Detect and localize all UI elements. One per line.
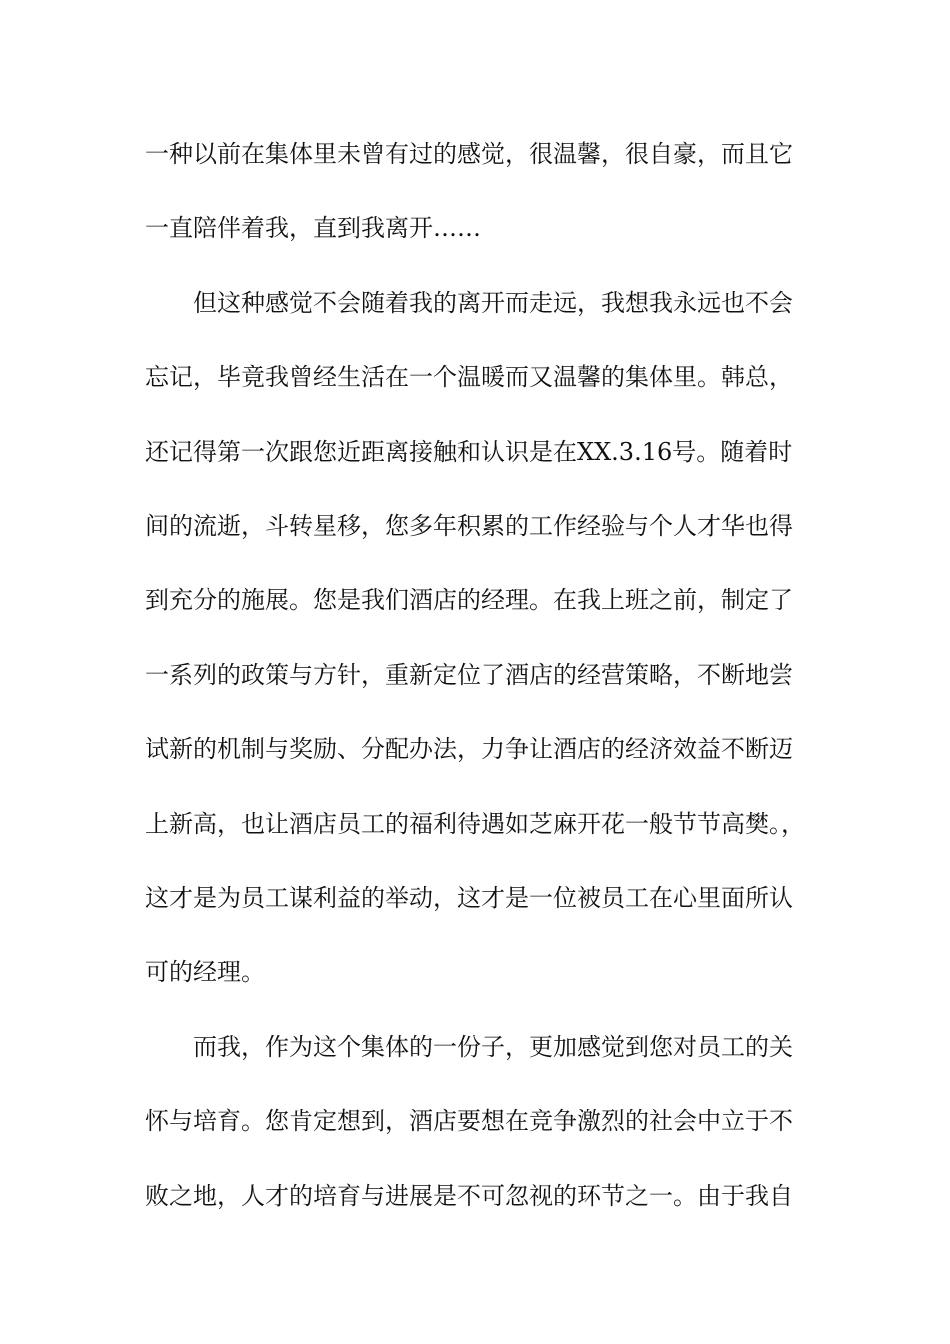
paragraph-line: 一直陪伴着我，直到我离开…… xyxy=(145,214,481,242)
paragraph-line: 间的流逝，斗转星移，您多年积累的工作经验与个人才华也得 xyxy=(145,512,793,540)
paragraph-line: 一系列的政策与方针，重新定位了酒店的经营策略，不断地尝 xyxy=(145,661,793,689)
paragraph-line: 败之地，人才的培育与进展是不可忽视的环节之一。由于我自 xyxy=(145,1182,793,1210)
paragraph-line: 还记得第一次跟您近距离接触和认识是在XX.3.16号。随着时 xyxy=(145,438,793,466)
paragraph-line: 试新的机制与奖励、分配办法，力争让酒店的经济效益不断迈 xyxy=(145,735,793,763)
paragraph-line: 忘记，毕竟我曾经生活在一个温暖而又温馨的集体里。韩总， xyxy=(145,363,793,391)
paragraph-line: 可的经理。 xyxy=(145,958,265,986)
paragraph-line: 到充分的施展。您是我们酒店的经理。在我上班之前，制定了 xyxy=(145,586,793,614)
paragraph-first-line: 而我，作为这个集体的一份子，更加感觉到您对员工的关 xyxy=(193,1033,793,1061)
paragraph-line: 这才是为员工谋利益的举动，这才是一位被员工在心里面所认 xyxy=(145,884,793,912)
paragraph-first-line: 但这种感觉不会随着我的离开而走远，我想我永远也不会 xyxy=(193,289,793,317)
paragraph-line: 上新高，也让酒店员工的福利待遇如芝麻开花一般节节高樊。， xyxy=(145,810,805,838)
paragraph-line: 怀与培育。您肯定想到，酒店要想在竞争激烈的社会中立于不 xyxy=(145,1107,793,1135)
paragraph-line: 一种以前在集体里未曾有过的感觉，很温馨，很自豪，而且它 xyxy=(145,140,793,168)
